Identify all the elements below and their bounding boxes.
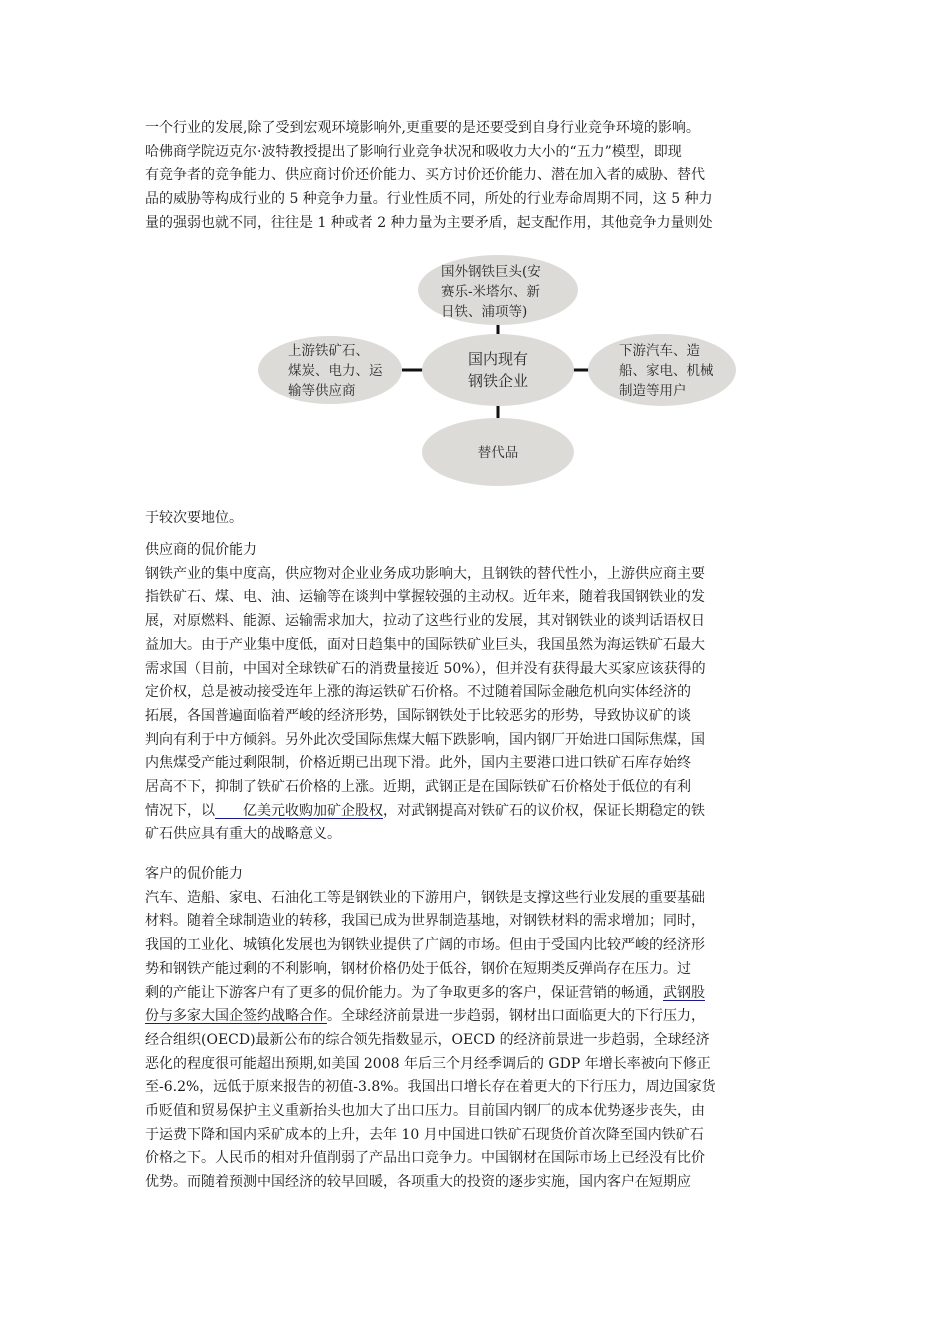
node-right-line: 制造等用户 <box>619 383 687 399</box>
node-top-line: 日铁、浦项等) <box>441 304 528 320</box>
text-line <box>145 1005 815 1029</box>
node-center-line: 国内现有 <box>467 350 529 368</box>
text-fragment: ，对武钢提高对铁矿石的议价权，保证长期稳定的铁 <box>383 802 705 819</box>
text-line: 指铁矿石、煤、电、油、运输等在谈判中掌握较强的主动权。近年来，随着我国钢铁业的发 <box>145 589 705 606</box>
supplier-section <box>145 539 815 847</box>
node-top-line: 国外钢铁巨头(安 <box>441 264 541 280</box>
text-line: 需求国（目前，中国对全球铁矿石的消费量接近 50%），但并没有获得最大买家应该获得的 <box>145 660 706 677</box>
node-bottom-line: 替代品 <box>477 445 519 461</box>
text-line: 至-6.2%，远低于原来报告的初值-3.8%。我国出口增长存在着更大的下行压力，周边国家货 <box>145 1079 716 1096</box>
text-line: 品的威胁等构成行业的 5 种竞争力量。行业性质不同，所处的行业寿命周期不同，这 5 种力 <box>145 191 713 208</box>
text-line <box>145 982 815 1006</box>
text-line: 哈佛商学院迈克尔·波特教授提出了影响行业竞争状况和吸收力大小的“五力”模型，即现 <box>145 143 682 160</box>
text-line: 益加大。由于产业集中度低，面对日趋集中的国际铁矿业巨头，我国虽然为海运铁矿石最大 <box>145 636 705 653</box>
text-line: 优势。而随着预测中国经济的较早回暖，各项重大的投资的逐步实施，国内客户在短期应 <box>145 1174 691 1191</box>
text-fragment: 情况下，以 <box>145 802 215 819</box>
text-line: 定价权，总是被动接受连年上涨的海运铁矿石价格。不过随着国际金融危机向实体经济的 <box>145 684 691 701</box>
text-line: 币贬值和贸易保护主义重新抬头也加大了出口压力。目前国内钢厂的成本优势逐步丧失，由 <box>145 1103 705 1120</box>
strategic-cooperation-link[interactable]: 武钢股 <box>663 984 705 1001</box>
text-line: 有竞争者的竞争能力、供应商讨价还价能力、买方讨价还价能力、潜在加入者的威胁、替代 <box>145 167 705 184</box>
text-line: 居高不下，抑制了铁矿石价格的上涨。近期，武钢正是在国际铁矿石价格处于低位的有利 <box>145 779 691 796</box>
acquisition-link[interactable] <box>215 803 383 819</box>
text-line: 恶化的程度很可能超出预期,如美国 2008 年后三个月经季调后的 GDP 年增长率被向下修正 <box>145 1055 711 1072</box>
node-left-line: 煤炭、电力、运 <box>288 363 383 379</box>
link-text[interactable]: 亿美元收购加矿企股权 <box>243 802 383 819</box>
text-line: 判向有利于中方倾斜。另外此次受国际焦煤大幅下跌影响，国内钢厂开始进口国际焦煤，国 <box>145 731 705 748</box>
text-line: 内焦煤受产能过剩限制，价格近期已出现下滑。此外，国内主要港口进口铁矿石库存始终 <box>145 755 691 772</box>
text-line: 量的强弱也就不同，往往是 1 种或者 2 种力量为主要矛盾，起支配作用，其他竞争力量则处 <box>145 214 713 231</box>
text-line: 我国的工业化、城镇化发展也为钢铁业提供了广阔的市场。但由于受国内比较严峻的经济形 <box>145 937 705 954</box>
text-line: 价格之下。人民币的相对升值削弱了产品出口竞争力。中国钢材在国际市场上已经没有比价 <box>145 1150 705 1167</box>
text-line: 势和钢铁产能过剩的不利影响，钢材价格仍处于低谷，钢价在短期类反弹尚存在压力。过 <box>145 960 691 977</box>
text-line: 于运费下降和国内采矿成本的上升，去年 10 月中国进口铁矿石现货价首次降至国内铁矿石 <box>145 1126 704 1143</box>
text-line: 汽车、造船、家电、石油化工等是钢铁业的下游用户，钢铁是支撑这些行业发展的重要基础 <box>145 889 705 906</box>
text-line <box>145 800 815 824</box>
node-right-line: 下游汽车、造 <box>619 343 700 359</box>
node-center-line: 钢铁企业 <box>467 372 529 390</box>
supplier-paragraph <box>145 563 815 847</box>
node-top-line: 赛乐-米塔尔、新 <box>441 284 541 300</box>
text-line: 展，对原燃料、能源、运输需求加大，拉动了这些行业的发展，其对钢铁业的谈判话语权日 <box>145 613 705 630</box>
text-fragment: 。全球经济前景进一步趋弱，钢材出口面临更大的下行压力， <box>327 1008 705 1025</box>
supplier-heading: 供应商的侃价能力 <box>145 542 257 558</box>
node-right-line: 船、家电、机械 <box>619 363 714 379</box>
text-fragment: 剩的产能让下游客户有了更多的侃价能力。为了争取更多的客户，保证营销的畅通， <box>145 984 663 1001</box>
text-line: 矿石供应具有重大的战略意义。 <box>145 826 341 843</box>
customer-heading: 客户的侃价能力 <box>145 866 243 882</box>
text-line: 拓展，各国普遍面临着严峻的经济形势，国际钢铁处于比较恶劣的形势，导致协议矿的谈 <box>145 707 691 724</box>
text-line: 材料。随着全球制造业的转移，我国已成为世界制造基地，对钢铁材料的需求增加；同时， <box>145 913 705 930</box>
continuation-text: 于较次要地位。 <box>145 510 243 526</box>
customer-paragraph <box>145 887 815 1195</box>
node-center-ellipse <box>422 334 574 406</box>
text-line: 一个行业的发展,除了受到宏观环境影响外,更重要的是还要受到自身行业竞争环境的影响。 <box>145 120 700 136</box>
node-left-line: 输等供应商 <box>288 383 356 399</box>
customer-section <box>145 863 815 1195</box>
node-left-line: 上游铁矿石、 <box>288 343 369 359</box>
intro-continuation <box>145 507 815 531</box>
text-line: 钢铁产业的集中度高，供应物对企业业务成功影响大，且钢铁的替代性小，上游供应商主要 <box>145 565 705 582</box>
strategic-cooperation-link[interactable]: 份与多家大国企签约战略合作 <box>145 1008 327 1025</box>
text-line: 经合组织(OECD)最新公布的综合领先指数显示，OECD 的经济前景进一步趋弱，全球经济 <box>145 1031 710 1048</box>
